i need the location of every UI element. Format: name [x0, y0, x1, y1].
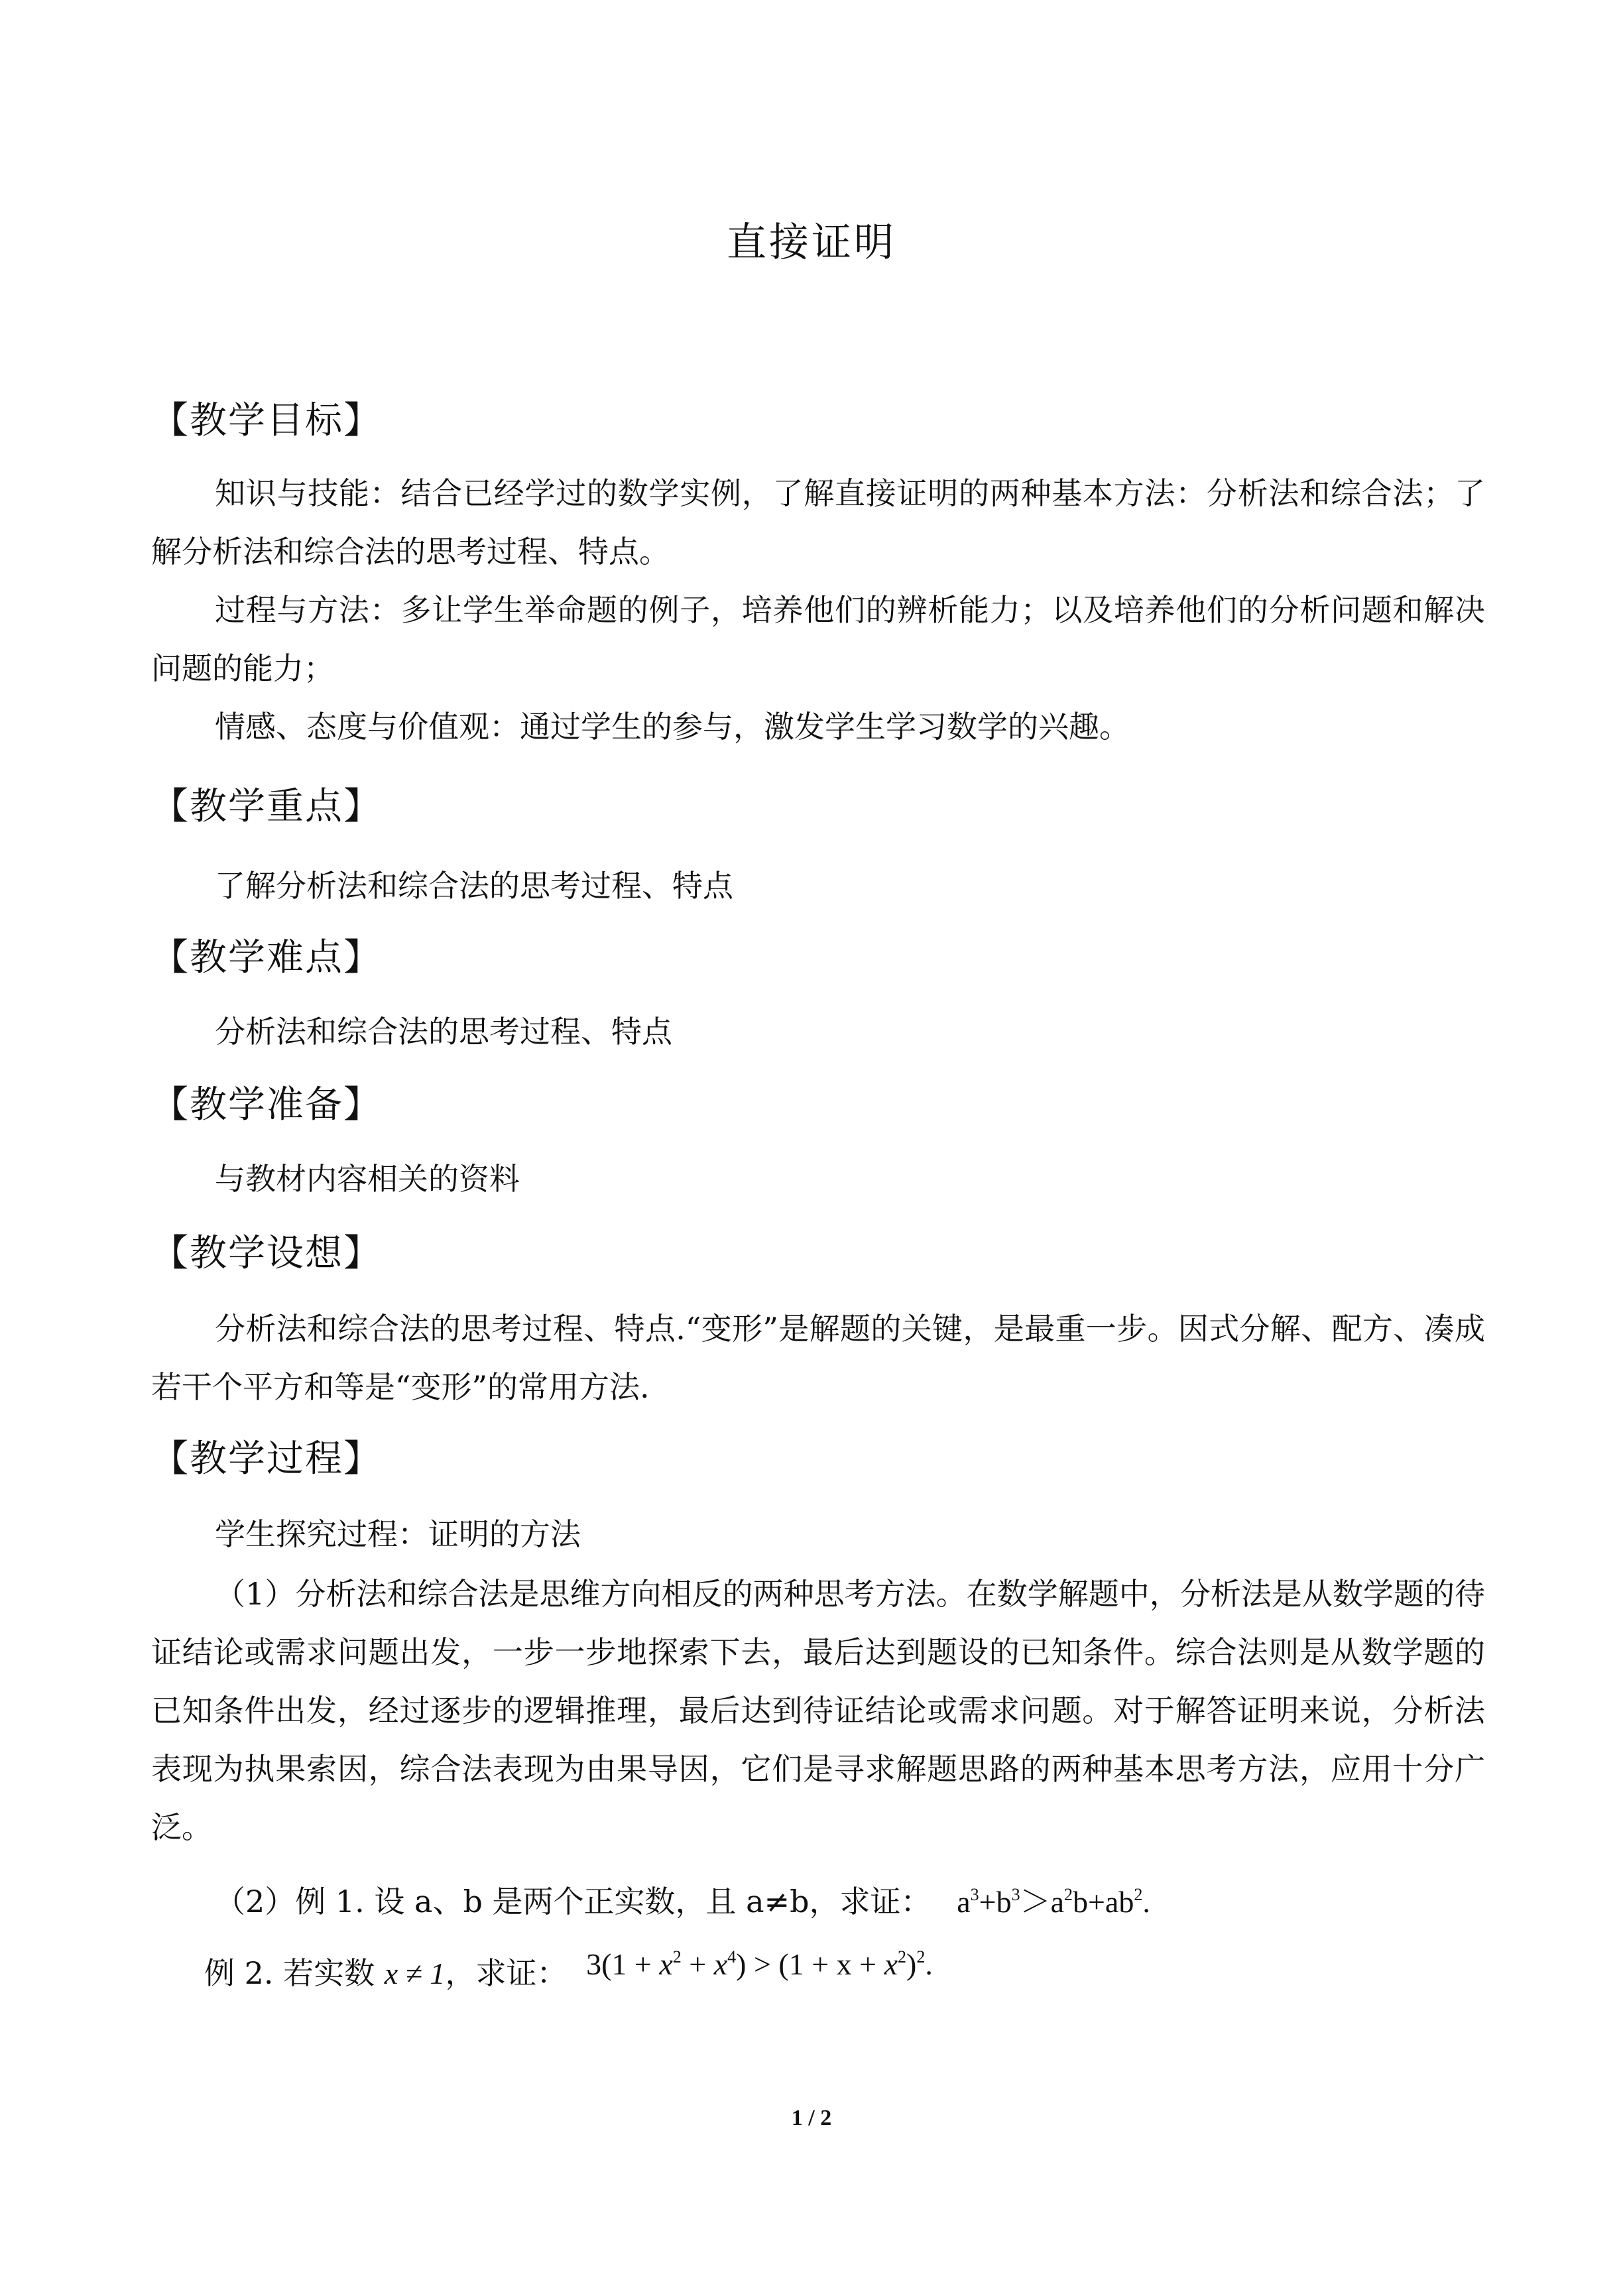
goals-paragraph-1: 知识与技能：结合已经学过的数学实例，了解直接证明的两种基本方法：分析法和综合法；了解分析法和综合法的思考过程、特点。 — [151, 475, 1485, 570]
heading-difficulties: 【教学难点】 — [151, 936, 382, 979]
heading-goals: 【教学目标】 — [151, 399, 382, 442]
example-2-formula: $3(1 + x^2 + x^4) > (1 + x + x^2)^2$. — [586, 1947, 933, 1981]
example-2-condition: x ≠ 1 — [384, 1957, 446, 1990]
example-1-formula: $a^3+b^3>a^2b+ab^2$. — [957, 1885, 1150, 1919]
process-paragraph-1: 学生探究过程：证明的方法 — [215, 1516, 581, 1552]
page-number: 1 / 2 — [791, 2106, 832, 2130]
heading-teaching-process: 【教学过程】 — [151, 1437, 382, 1480]
process-paragraph-2: （1）分析法和综合法是思维方向相反的两种思考方法。在数学解题中，分析法是从数学题的待证结论或需求问题出发，一步一步地探索下去，最后达到题设的已知条件。综合法则是从数学题的已知条件出发，经过逐步的逻辑推理，最后达到待证结论或需求问题。对于解答证明来说，分析法表现为执果索因，综合法表现为由果导因，它们是寻求解题思路的两种基本思考方法，应用十分广泛。 — [151, 1576, 1485, 1845]
heading-key-points: 【教学重点】 — [151, 785, 382, 828]
goals-paragraph-2: 过程与方法：多让学生举命题的例子，培养他们的辨析能力；以及培养他们的分析问题和解决问题的能力； — [151, 592, 1485, 686]
heading-teaching-idea: 【教学设想】 — [151, 1232, 382, 1275]
example-2-text-b: ，求证： — [445, 1955, 568, 1991]
example-2 — [204, 1949, 933, 1993]
key-points-paragraph: 了解分析法和综合法的思考过程、特点 — [215, 868, 733, 904]
heading-preparation: 【教学准备】 — [151, 1083, 382, 1126]
teaching-idea-paragraph: 分析法和综合法的思考过程、特点.“变形”是解题的关键，是最重一步。因式分解、配方、凑成若干个平方和等是“变形”的常用方法. — [151, 1311, 1485, 1405]
goals-paragraph-3: 情感、态度与价值观：通过学生的参与，激发学生学习数学的兴趣。 — [215, 709, 1130, 745]
example-1 — [215, 1878, 1150, 1921]
example-2-text-a: 例 2. 若实数 — [204, 1955, 385, 1991]
example-1-text: （2）例 1. 设 a、b 是两个正实数，且 a≠b，求证： — [215, 1884, 932, 1919]
page-title: 直接证明 — [727, 219, 896, 266]
preparation-paragraph: 与教材内容相关的资料 — [215, 1161, 520, 1197]
difficulties-paragraph: 分析法和综合法的思考过程、特点 — [215, 1014, 672, 1050]
